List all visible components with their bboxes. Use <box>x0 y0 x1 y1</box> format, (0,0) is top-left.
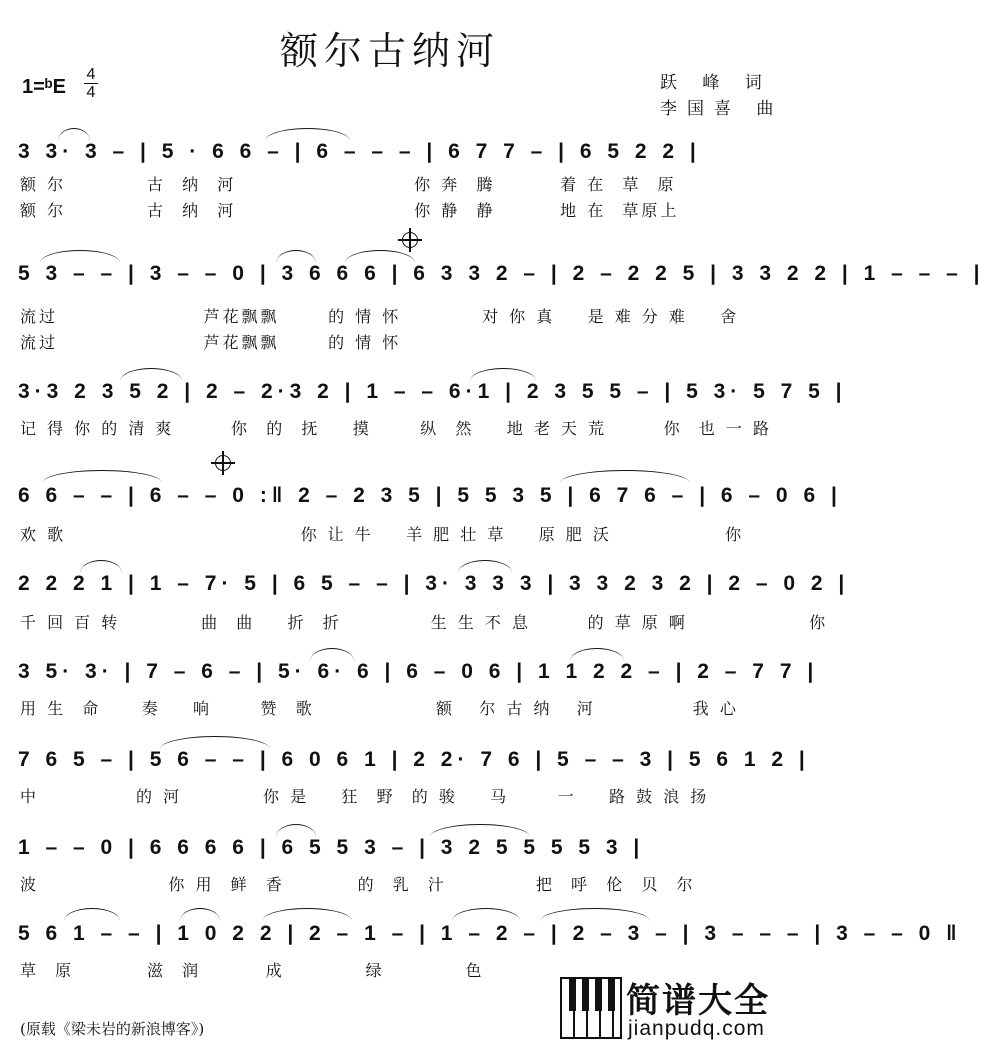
logo-text: 简谱大全 <box>626 981 770 1021</box>
notation-row: 3 5· 3· | 7 – 6 – | 5· 6· 6 | 6 – 0 6 | 1 1 2 2 – | 2 – 7 7 | <box>18 660 819 683</box>
logo-url: jianpudq.com <box>628 1017 765 1040</box>
notation-row: 3·3 2 3 5 2 | 2 – 2·3 2 | 1 – – 6·1 | 2 3 5 5 – | 5 3· 5 7 5 | <box>18 380 847 403</box>
meter-bottom: 4 <box>84 83 98 101</box>
notation-row: 2 2 2 1 | 1 – 7· 5 | 6 5 – – | 3· 3 3 3 | 3 3 2 3 2 | 2 – 0 2 | <box>18 572 850 595</box>
slur <box>430 824 530 837</box>
slur <box>262 908 352 921</box>
lyric-line: 千 回 百 转 曲 曲 折 折 生 生 不 息 的 草 原 啊 你 <box>20 613 829 632</box>
lyricist-credit: 跃 峰 词 <box>660 73 772 93</box>
composer-credit: 李国喜 曲 <box>660 99 784 119</box>
slur <box>160 736 270 749</box>
slur <box>265 128 350 141</box>
notation-row: 1 – – 0 | 6 6 6 6 | 6 5 5 3 – | 3 2 5 5 5 5 3 | <box>18 836 645 859</box>
song-title: 额尔古纳河 <box>279 29 500 73</box>
lyric-line: 欢 歌 你 让 牛 羊 肥 壮 草 原 肥 沃 你 <box>20 525 745 544</box>
source-note: (原载《梁未岩的新浪博客》) <box>20 1020 205 1038</box>
coda-sign-icon <box>402 232 418 248</box>
key-signature: 1=ᵇE <box>22 76 66 98</box>
lyric-line: 流过 芦花飘飘 的 情 怀 <box>20 333 402 352</box>
lyric-line: 用 生 命 奏 响 赞 歌 额 尔 古 纳 河 我 心 <box>20 699 739 718</box>
notation-row: 7 6 5 – | 5 6 – – | 6 0 6 1 | 2 2· 7 6 | 5 – – 3 | 5 6 1 2 | <box>18 748 810 771</box>
notation-row: 3 3· 3 – | 5 · 6 6 – | 6 – – – | 6 7 7 – | 6 5 2 2 | <box>18 140 701 163</box>
slur <box>470 368 536 381</box>
lyric-line: 记 得 你 的 清 爽 你 的 抚 摸 纵 然 地 老 天 荒 你 也 一 路 <box>20 419 772 438</box>
slur <box>120 368 182 381</box>
slur <box>276 250 316 263</box>
lyric-line: 波 你 用 鲜 香 的 乳 汁 把 呼 伦 贝 尔 <box>20 875 696 894</box>
slur <box>452 908 520 921</box>
lyric-line: 额 尔 古 纳 河 你 奔 腾 着 在 草 原 <box>20 175 677 194</box>
slur <box>64 908 120 921</box>
lyric-line: 中 的 河 你 是 狂 野 的 骏 马 一 路 鼓 浪 扬 <box>20 787 710 806</box>
slur <box>310 648 354 661</box>
lyric-line: 流过 芦花飘飘 的 情 怀 对 你 真 是 难 分 难 舍 <box>20 307 740 326</box>
site-logo <box>560 975 772 1041</box>
slur <box>80 560 122 573</box>
time-signature <box>84 66 98 101</box>
notation-row: 5 3 – – | 3 – – 0 | 3 6 6 6 | 6 3 3 2 – | 2 – 2 2 5 | 3 3 2 2 | 1 – – – | <box>18 262 985 285</box>
lyric-line: 额 尔 古 纳 河 你 静 静 地 在 草原上 <box>20 201 680 220</box>
slur <box>40 250 120 263</box>
meter-top: 4 <box>86 66 96 83</box>
slur <box>458 560 512 573</box>
notation-row: 5 6 1 – – | 1 0 2 2 | 2 – 1 – | 1 – 2 – | 2 – 3 – | 3 – – – | 3 – – 0 ‖ <box>18 922 962 945</box>
slur <box>345 250 415 263</box>
slur <box>560 470 690 483</box>
slur <box>570 648 624 661</box>
lyric-line: 草 原 滋 润 成 绿 色 <box>20 961 485 980</box>
notation-row: 6 6 – – | 6 – – 0 :‖ 2 – 2 3 5 | 5 5 3 5 | 6 7 6 – | 6 – 0 6 | <box>18 484 842 507</box>
slur <box>180 908 220 921</box>
slur <box>58 128 90 141</box>
slur <box>42 470 162 483</box>
slur <box>276 824 316 837</box>
coda-sign-icon <box>215 455 231 471</box>
slur <box>540 908 650 921</box>
